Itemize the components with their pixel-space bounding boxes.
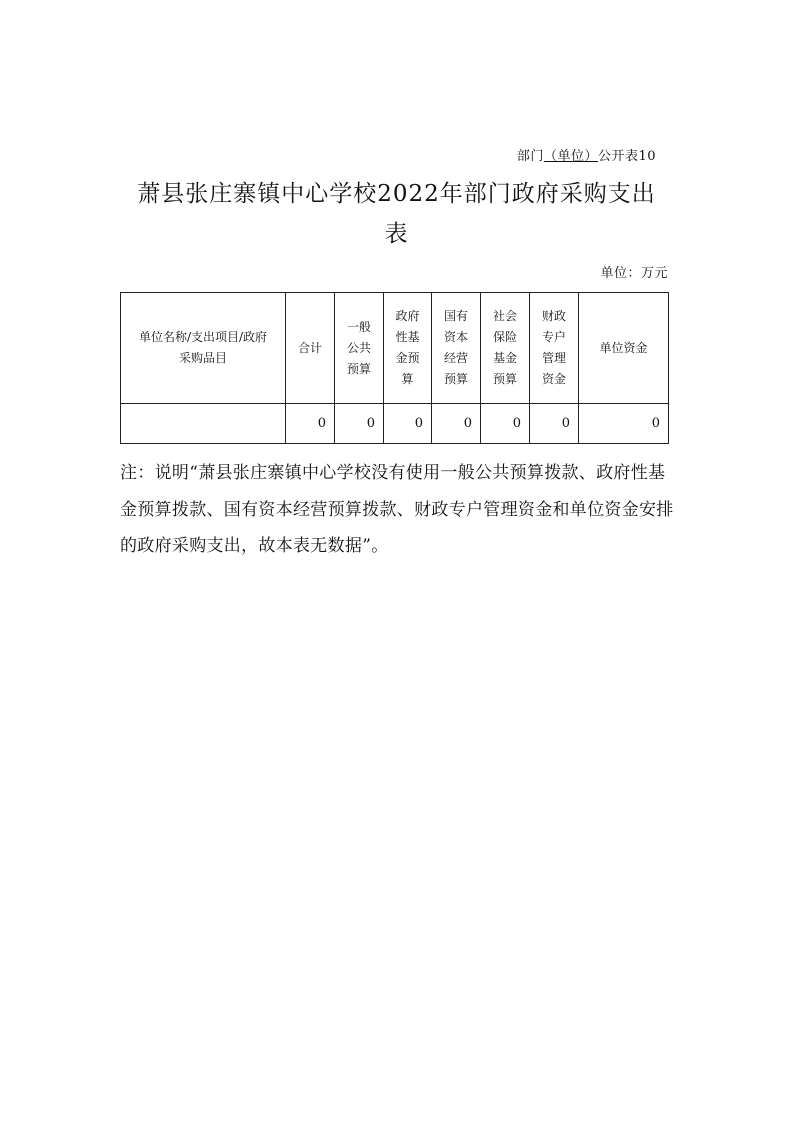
explanatory-note: 注：说明“萧县张庄寨镇中心学校没有使用一般公共预算拨款、政府性基金预算拨款、国有资本经营预算拨款、财政专户管理资金和单位资金安排的政府采购支出，故本表无数据”。 (120, 463, 674, 556)
ref-unit: （单位） (543, 149, 598, 164)
title-line-2: 表 (384, 221, 409, 247)
table-row (121, 404, 669, 444)
unit-label: 单位：万元 (600, 266, 668, 281)
ref-suffix: 公开表10 (597, 149, 656, 164)
cell-social-insurance: 0 (481, 404, 530, 444)
col-header-name: 单位名称/支出项目/政府 采购品目 (121, 293, 286, 404)
ref-prefix: 部门 (516, 149, 544, 164)
cell-general-budget: 0 (335, 404, 384, 444)
procurement-table (120, 292, 669, 444)
col-header-total: 合计 (286, 293, 335, 404)
table-reference (517, 145, 656, 164)
cell-name (121, 404, 286, 444)
page-title (0, 174, 793, 254)
cell-unit-funds: 0 (579, 404, 669, 444)
col-header-general-budget: 一般 公共 预算 (335, 293, 384, 404)
col-header-state-capital: 国有 资本 经营 预算 (432, 293, 481, 404)
col-header-gov-fund: 政府 性基 金预 算 (384, 293, 432, 404)
title-line-1: 萧县张庄寨镇中心学校2022年部门政府采购支出 (137, 181, 656, 207)
cell-fiscal-account: 0 (530, 404, 579, 444)
cell-gov-fund: 0 (384, 404, 432, 444)
col-header-fiscal-account: 财政 专户 管理 资金 (530, 293, 579, 404)
cell-state-capital: 0 (432, 404, 481, 444)
col-header-social-insurance: 社会 保险 基金 预算 (481, 293, 530, 404)
col-header-unit-funds: 单位资金 (579, 293, 669, 404)
cell-total: 0 (286, 404, 335, 444)
header-row (121, 293, 669, 404)
